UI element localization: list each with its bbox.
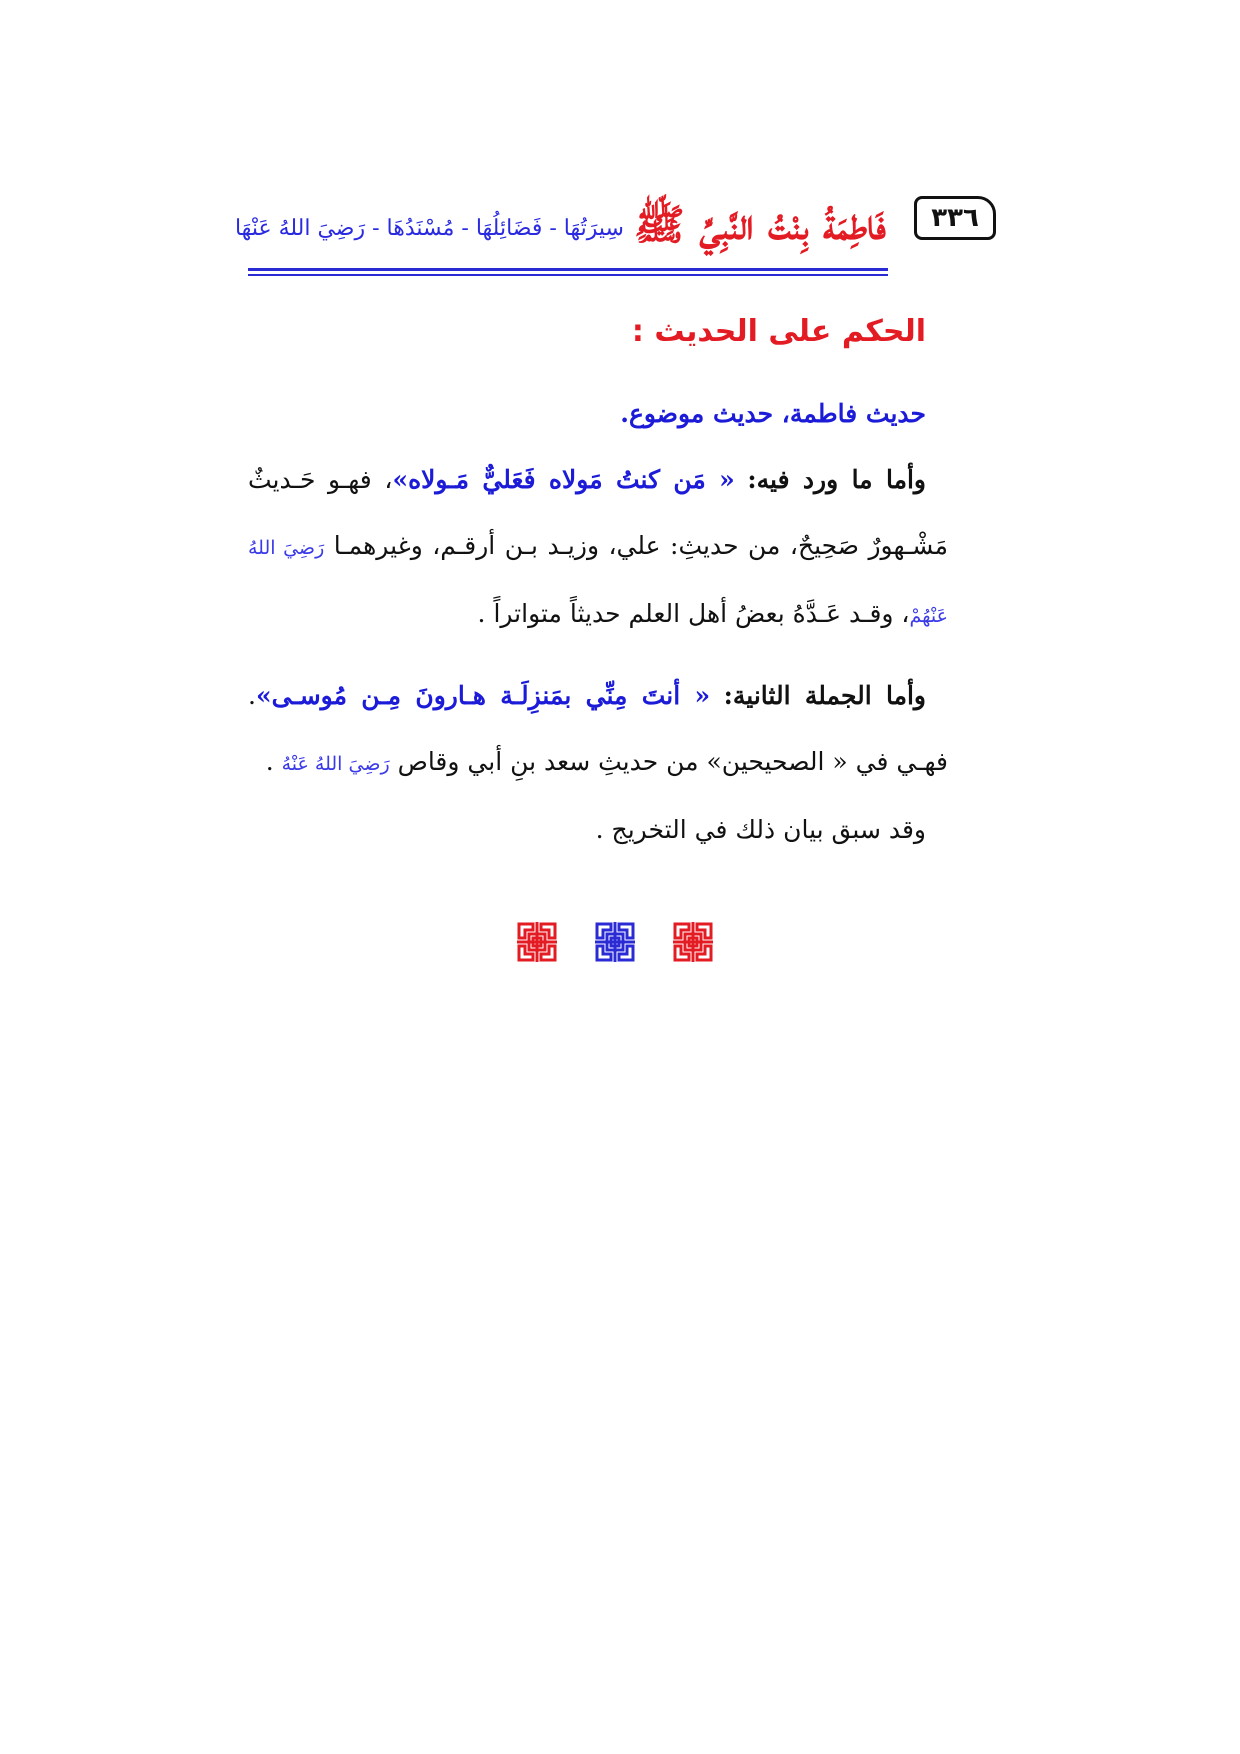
ruling-text: حديث فاطمة، حديث موضوع. [620, 399, 926, 428]
hadith-quote-1: « مَن كنتُ مَولاه فَعَليٌّ مَـولاه» [392, 465, 735, 494]
knot-ornament-icon [515, 920, 559, 964]
page-number: ٣٣٦ [914, 196, 996, 240]
knot-ornament-icon [593, 920, 637, 964]
paragraph-3-text-1: . فهـي في « الصحيحين» من حديثِ سعد بنِ أبي وقاص [248, 681, 948, 776]
header-rule-top [248, 268, 888, 271]
page-content [248, 300, 948, 863]
book-subtitle: سِيرَتُهَا - فَضَائِلُهَا - مُسْنَدُهَا - رَضِيَ اللهُ عَنْهَا [234, 216, 624, 241]
honorific-2: رَضِيَ اللهُ عَنْهُ [281, 753, 390, 775]
paragraph-2-text-2: ، وقـد عَـدَّهُ بعضُ أهل العلم حديثاً متواتراً . [477, 599, 910, 628]
paragraph-2-text-1: ، فهـو حَـديثٌ مَشْـهورٌ صَحِيحٌ، من حديثِ: علي، وزيـد بـن أرقـم، وغيرهمـا [248, 465, 948, 560]
header-rule-bottom [248, 274, 888, 276]
paragraph-2 [248, 447, 948, 649]
honorific-1: رَضِيَ اللهُ عَنْهُمْ [248, 537, 948, 627]
section-heading: الحكم على الحديث : [631, 314, 926, 349]
book-title: فَاطِمَةُ بِنْتُ النَّبِيِّ ﷺ [634, 200, 886, 249]
header-title [234, 186, 886, 249]
section-end-ornaments [515, 920, 715, 964]
paragraph-1 [248, 381, 948, 447]
paragraph-3-lead: وأما الجملة الثانية: [723, 681, 926, 710]
paragraph-4: وقد سبق بيان ذلك في التخريج . [595, 815, 926, 844]
paragraph-3 [248, 663, 948, 797]
hadith-quote-2: « أنتَ مِنِّي بمَنزِلَـة هـارونَ مِـن مُوسـى» [255, 681, 711, 710]
paragraph-2-lead: وأما ما ورد فيه: [747, 465, 926, 494]
page-header [234, 186, 996, 256]
knot-ornament-icon [671, 920, 715, 964]
spacer [248, 649, 948, 663]
paragraph-3-text-2: . [265, 747, 282, 776]
